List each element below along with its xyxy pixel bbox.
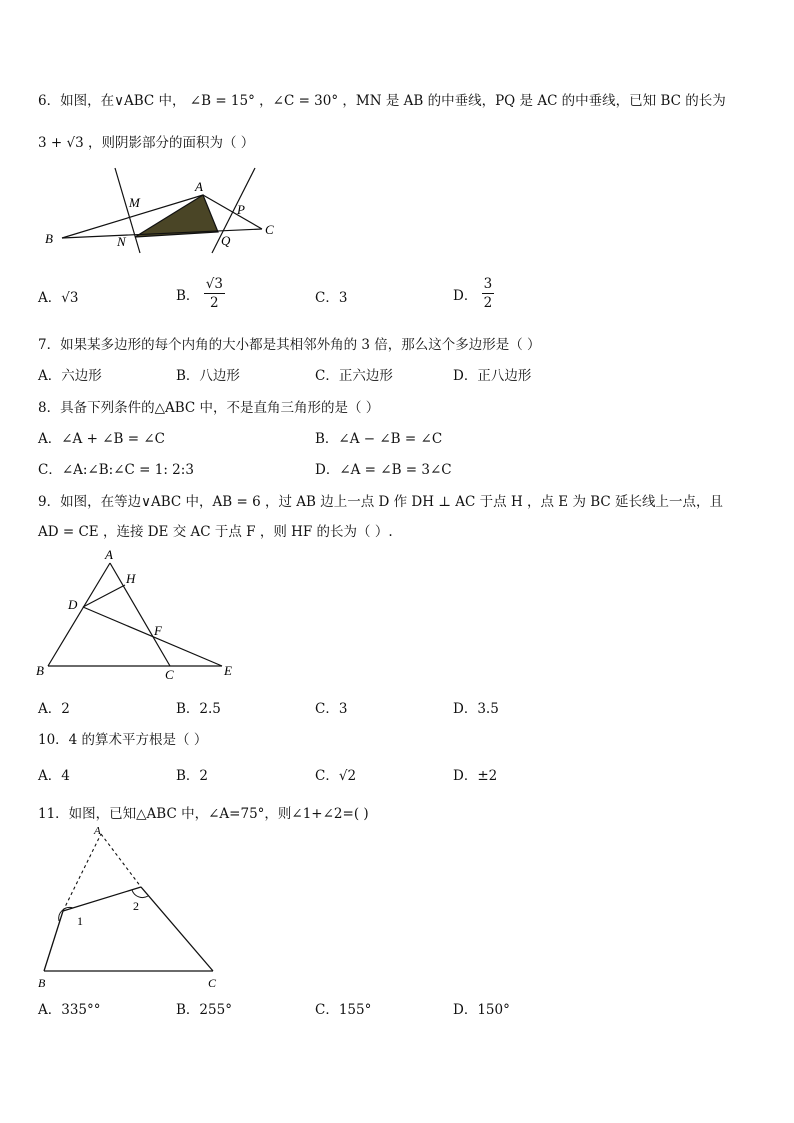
q9-side-ac xyxy=(110,563,170,666)
q7-option-b[interactable]: B．八边形 xyxy=(176,368,240,384)
q8-option-d[interactable]: D．∠A = ∠B = 3∠C xyxy=(315,462,452,478)
q8-stem: 8．具备下列条件的△ABC 中，不是直角三角形的是（ ） xyxy=(38,400,380,416)
q6-option-a[interactable] xyxy=(38,286,78,306)
q11-side-c xyxy=(141,887,213,971)
q10-option-d-key: D． xyxy=(453,768,478,784)
q10-option-d[interactable] xyxy=(453,764,497,784)
q11-figure xyxy=(30,822,235,994)
q9-label-f: F xyxy=(154,623,162,638)
q9-figure xyxy=(30,545,245,685)
q9-option-b[interactable]: B．2.5 xyxy=(176,701,221,717)
q11-option-d[interactable]: D．150° xyxy=(453,1002,510,1018)
q6-label-p: P xyxy=(237,202,245,217)
q7-option-a[interactable]: A．六边形 xyxy=(38,368,102,384)
q11-label-b: B xyxy=(38,976,46,990)
q11-label-a: A xyxy=(94,825,101,837)
q10-stem: 10．4 的算术平方根是（ ） xyxy=(38,732,208,748)
q9-label-c: C xyxy=(165,667,174,682)
q8-option-c[interactable]: C．∠A:∠B:∠C = 1: 2:3 xyxy=(38,462,194,478)
q6-option-b-key: B． xyxy=(176,287,200,304)
q6-label-b: B xyxy=(45,231,53,246)
q9-option-a[interactable]: A．2 xyxy=(38,701,70,717)
q6-label-n: N xyxy=(117,234,126,249)
q6-option-b[interactable] xyxy=(176,275,225,312)
q11-label-c: C xyxy=(208,976,217,990)
q6-option-c[interactable] xyxy=(315,286,347,306)
q9-label-h: H xyxy=(126,571,136,586)
q11-dashed-ab xyxy=(63,834,101,911)
q6-label-m: M xyxy=(129,195,140,210)
q11-side-b xyxy=(44,911,63,971)
q6-option-a-key: A． xyxy=(38,290,62,306)
q6-option-b-numerator: √3 xyxy=(205,276,223,292)
q11-label-2: 2 xyxy=(133,899,139,913)
q6-label-c: C xyxy=(265,222,274,237)
q6-label-q: Q xyxy=(221,233,231,248)
q6-option-d-fraction xyxy=(482,275,495,312)
q6-line-pq xyxy=(212,168,255,253)
q9-segment-dh xyxy=(83,585,125,607)
q7-option-c[interactable]: C．正六边形 xyxy=(315,368,393,384)
q8-option-a[interactable]: A．∠A + ∠B = ∠C xyxy=(38,431,165,447)
q10-option-c-value: √2 xyxy=(338,768,357,784)
q10-option-a-key: A． xyxy=(38,768,62,784)
q10-option-a[interactable] xyxy=(38,764,70,784)
q6-option-d-key: D． xyxy=(453,287,478,304)
q6-figure xyxy=(40,165,290,260)
q7-option-d[interactable]: D．正八边形 xyxy=(453,368,532,384)
q9-stem-line1: 9．如图，在等边∨ABC 中，AB = 6 ，过 AB 边上一点 D 作 DH ⊥ AC 于点 H ，点 E 为 BC 延长线上一点，且 xyxy=(38,494,724,510)
q11-option-a[interactable]: A．335°° xyxy=(38,1002,101,1018)
q10-option-a-value: 4 xyxy=(61,768,70,784)
q7-stem: 7．如果某多边形的每个内角的大小都是其相邻外角的 3 倍，那么这个多边形是（ ） xyxy=(38,337,541,353)
q6-stem-line2: 3 + √3 ，则阴影部分的面积为（ ） xyxy=(38,135,255,151)
q6-option-d-numerator: 3 xyxy=(483,276,493,292)
q11-option-c[interactable]: C．155° xyxy=(315,1002,372,1018)
q9-stem-line2: AD = CE ，连接 DE 交 AC 于点 F ，则 HF 的长为（ ）. xyxy=(38,524,393,540)
q9-option-c[interactable]: C．3 xyxy=(315,701,348,717)
q10-option-b[interactable] xyxy=(176,764,208,784)
q11-option-b[interactable]: B．255° xyxy=(176,1002,232,1018)
q6-option-c-key: C． xyxy=(315,290,339,306)
q10-option-d-value: ±2 xyxy=(477,768,498,784)
q6-stem-line1: 6．如图，在∨ABC 中， ∠B = 15° ，∠C = 30° ，MN 是 AB 的中垂线，PQ 是 AC 的中垂线，已知 BC 的长为 xyxy=(38,93,726,109)
q11-label-1: 1 xyxy=(77,914,83,928)
q6-option-d[interactable] xyxy=(453,275,494,312)
q6-option-a-value: √3 xyxy=(61,290,79,306)
q6-shaded-region xyxy=(135,195,218,237)
q6-option-b-fraction xyxy=(204,275,225,312)
q10-option-c[interactable] xyxy=(315,764,356,784)
q9-segment-de xyxy=(83,607,222,666)
q8-option-b[interactable]: B．∠A − ∠B = ∠C xyxy=(315,431,443,447)
q6-option-d-denominator: 2 xyxy=(483,295,493,311)
q6-option-b-denominator: 2 xyxy=(210,295,219,311)
q6-option-c-value: 3 xyxy=(338,290,348,306)
q10-option-b-value: 2 xyxy=(199,768,209,784)
q9-label-e: E xyxy=(224,663,232,678)
q10-option-b-key: B． xyxy=(176,768,200,784)
q11-cut-line xyxy=(63,887,141,911)
q6-label-a: A xyxy=(195,179,203,194)
q10-option-c-key: C． xyxy=(315,768,339,784)
q9-label-a: A xyxy=(105,547,113,562)
q11-stem: 11．如图，已知△ABC 中，∠A=75°，则∠1+∠2=( ) xyxy=(38,806,369,822)
q9-label-d: D xyxy=(68,597,78,612)
q11-dashed-ac xyxy=(101,834,141,887)
q11-angle-2-arc xyxy=(132,890,148,898)
q9-label-b: B xyxy=(36,663,44,678)
q9-option-d[interactable]: D．3.5 xyxy=(453,701,499,717)
